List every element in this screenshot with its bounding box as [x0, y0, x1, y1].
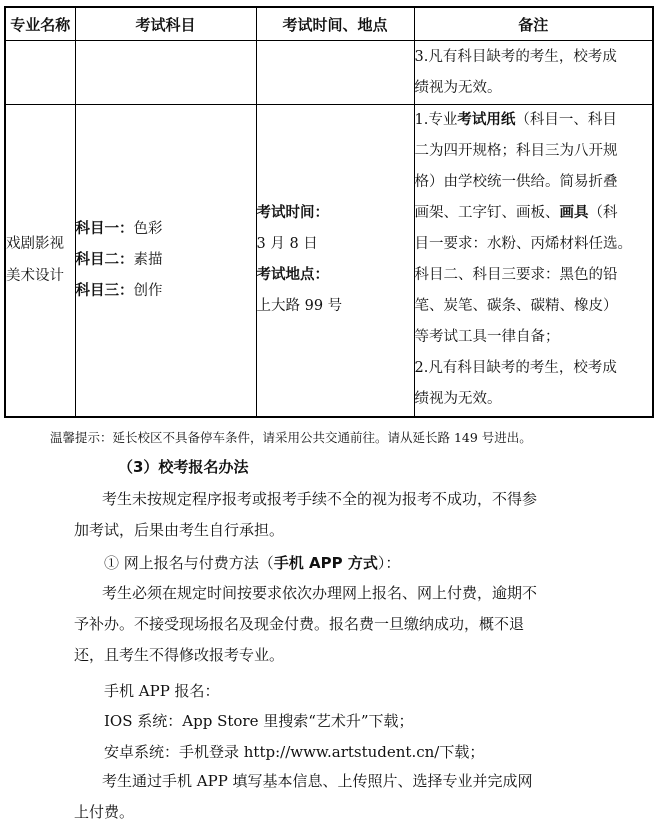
header-major: 专业名称 — [5, 7, 75, 41]
table-row — [5, 41, 653, 105]
place-label: 考试地点： — [256, 267, 329, 284]
time-label: 考试时间： — [256, 205, 329, 222]
paragraph-app-steps: 考生通过手机 APP 填写基本信息、上传照片、选择专业并完成网 上付费。 — [74, 772, 533, 821]
note-line: 绩视为无效。 — [414, 79, 502, 96]
app-title: 手机 APP 报名： — [104, 682, 220, 700]
paragraph-registration-rule: 考生未按规定程序报考或报考手续不全的视为报考不成功，不得参 加考试，后果由考生自行承担。 — [74, 490, 538, 539]
header-time-place: 考试时间、地点 — [256, 7, 414, 41]
ios-line: IOS 系统：App Store 里搜索“艺术升”下载； — [104, 712, 414, 730]
note-line: 3.凡有科目缺考的考生，校考成 — [414, 48, 617, 65]
section-title: （3）校考报名办法 — [118, 458, 249, 476]
time-place-cell — [256, 105, 414, 417]
table-header-row — [5, 7, 653, 41]
android-line: 安卓系统：手机登录 http://www.artstudent.cn/下载； — [104, 743, 485, 761]
subject-line: 科目一：色彩 — [75, 220, 163, 237]
major-cell: 戏剧影视 美术设计 — [5, 105, 75, 417]
exam-table — [4, 6, 654, 418]
note-cell — [414, 41, 653, 105]
header-subjects: 考试科目 — [75, 7, 256, 41]
subject-line: 科目三：创作 — [75, 282, 163, 299]
place-value: 上大路 99 号 — [256, 298, 343, 315]
header-notes: 备注 — [414, 7, 653, 41]
method-heading: ① 网上报名与付费方法（手机 APP 方式）： — [104, 554, 401, 572]
parking-tip: 温馨提示：延长校区不具备停车条件，请采用公共交通前往。请从延长路 149 号进出。 — [50, 430, 532, 445]
time-value: 3 月 8 日 — [256, 236, 318, 253]
paragraph-online-payment: 考生必须在规定时间按要求依次办理网上报名、网上付费，逾期不 予补办。不接受现场报名及现金付费。报名费一旦缴纳成功，概不退 还，且考生不得修改报考专业。 — [74, 584, 538, 664]
subjects-cell — [75, 105, 256, 417]
table-row — [5, 105, 653, 417]
subject-line: 科目二：素描 — [75, 251, 163, 268]
note-cell: 1.专业考试用纸（科目一、科目 二为四开规格；科目三为八开规 格）由学校统一供给。简易折叠 画架、工字钉、画板、画具（科 目一要求：水粉、丙烯材料任选。 科目二、科目三要求：黑色的铅 笔、炭笔、碳条、碳精、橡皮） 等考试工具一律自备； 2.凡有科目缺考的考生，校考成 绩视为无效。 — [414, 105, 653, 417]
